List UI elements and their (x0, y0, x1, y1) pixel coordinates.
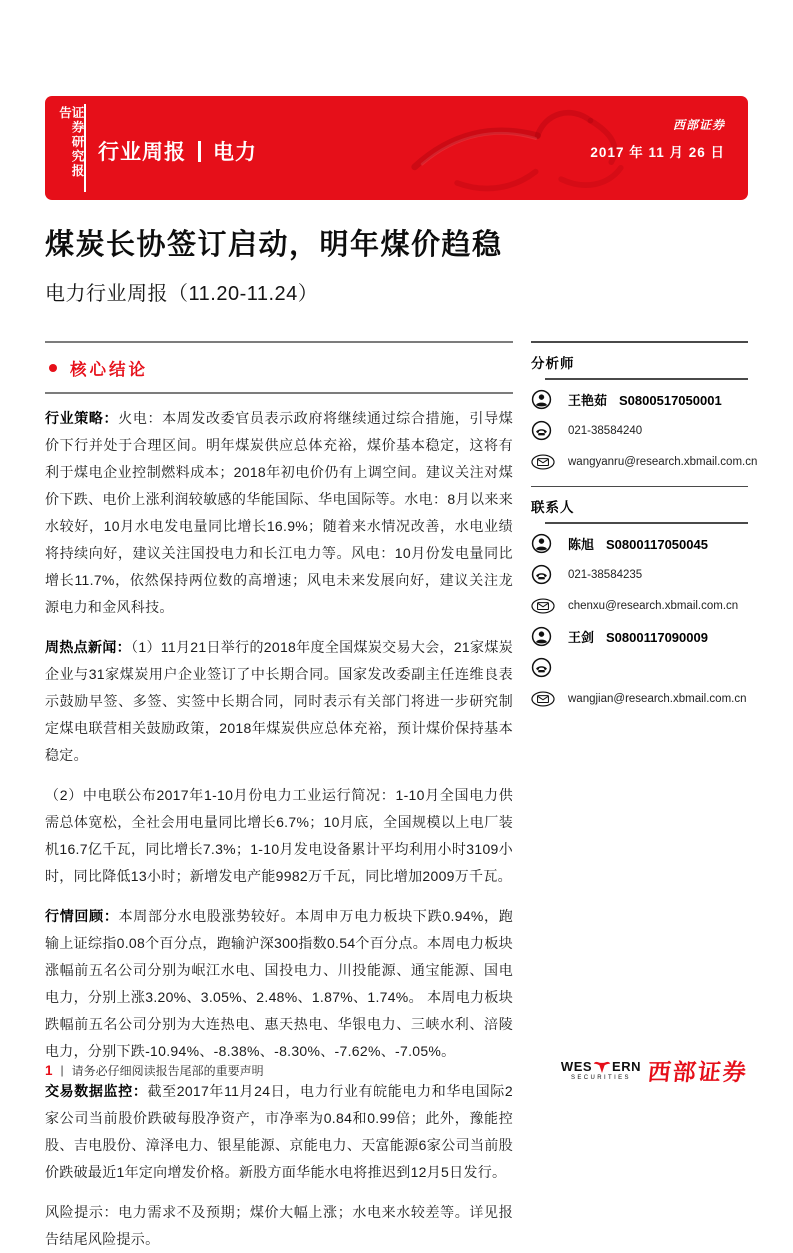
bull-logo-icon (593, 1060, 611, 1074)
footer-disclaimer-line (45, 1062, 264, 1079)
footer-disclaimer: 请务必仔细阅读报告尾部的重要声明 (71, 1063, 264, 1078)
analyst-email: wangyanru@research.xbmail.com.cn (568, 455, 758, 468)
analyst-name-row (531, 389, 748, 411)
paragraph-text: （1）11月21日举行的2018年度全国煤炭交易大会，21家煤炭企业与31家煤炭用户企业签订了中长期合同。国家发改委副主任连维良表示鼓励早签、多签、实签中长期合同，同时表示有关部门将进一步研究制定煤电联营相关鼓励政策，2018年煤炭供应总体充裕，预计煤价保持基本稳定。 (45, 639, 513, 763)
email-icon (531, 691, 555, 707)
banner-title (98, 136, 257, 166)
paragraph-text: （2）中电联公布2017年1-10月份电力工业运行简况：1-10月全国电力供需总体宽松，全社会用电量同比增长6.7%；10月底，全国规模以上电厂装机16.7亿千瓦，同比增长7.3%；1-10月发电设备累计平均利用小时3109小时，同比降低13小时；新增发电产能9982万千瓦，同比增加2009万千瓦。 (45, 787, 513, 884)
paragraph-trading-data (45, 1078, 513, 1186)
phone-icon (531, 420, 555, 441)
company-logo-en (561, 1060, 641, 1081)
paragraph-market-review (45, 903, 513, 1065)
analyst-phone-row (531, 420, 748, 442)
paragraph-lead: 周热点新闻： (45, 639, 131, 655)
contact-header-rule (545, 522, 748, 524)
email-icon (531, 454, 555, 470)
contact-section-header: 联系人 (531, 500, 575, 515)
footer-separator: | (60, 1063, 64, 1077)
logo-subtext: SECURITIES (570, 1074, 631, 1081)
page-footer (45, 1048, 748, 1092)
paragraph-lead: 交易数据监控： (45, 1083, 148, 1099)
phone-icon (531, 657, 555, 678)
logo-text-left: WES (560, 1058, 593, 1074)
banner-date: 2017 年 11 月 26 日 (590, 145, 725, 160)
contact-name-row (531, 533, 748, 555)
paragraph-text: 本周部分水电股涨势较好。本周申万电力板块下跌0.94%，跑输上证综指0.08个百分点，跑输沪深300指数0.54个百分点。本周电力板块涨幅前五名公司分别为岷江水电、国投电力、川投能源、通宝能源、国电电力，分别上涨3.20%、3.05%、2.48%、1.87%、1.74%。 本周电力板块跌幅前五名公司分别为大连热电、惠天热电、华银电力、三峡水利、涪陵电力，分别下跌-10.94%、-8.38%、-8.30%、-7.62%、-7.05%。 (45, 908, 513, 1059)
contact-name-cert (568, 534, 708, 553)
page-subtitle: 电力行业周报（11.20-11.24） (45, 283, 319, 305)
bullet-dot-icon (49, 364, 57, 372)
company-logo-cn: 西部证券 (646, 1058, 750, 1085)
main-content (45, 341, 513, 1253)
phone-icon (531, 564, 555, 585)
contact-cert: S0800117050045 (606, 537, 708, 552)
page-number: 1 (45, 1062, 53, 1078)
analyst-email-row (531, 451, 758, 473)
banner-right (590, 116, 725, 161)
page-title: 煤炭长协签订启动，明年煤价趋稳 (45, 229, 503, 261)
contact-phone-row (531, 564, 748, 586)
report-type-vertical-label: 证券研究报告 (57, 106, 84, 179)
contact-email-row (531, 595, 748, 617)
core-header-rule (45, 392, 513, 394)
header-banner (45, 96, 748, 200)
banner-brand: 西部证券 (672, 118, 725, 132)
contact-phone: 021-38584235 (568, 568, 643, 581)
logo-wordmark (561, 1060, 641, 1073)
paragraph-text: 火电：本周发改委官员表示政府将继续通过综合措施，引导煤价下行并处于合理区间。明年煤炭供应总体充裕，煤价基本稳定，这将有利于煤电企业控制燃料成本；2018年初电价仍有上调空间。建议关注对煤价下跌、电价上涨利润较敏感的华能国际、华电国际等。水电：8月以来来水较好，10月水电发电量同比增长16.9%；随着来水情况改善，水电业绩将持续向好，建议关注国投电力和长江电力等。风电：10月份发电量同比增长11.7%，依然保持两位数的高增速；风电未来发展向好，建议关注龙源电力和金风科技。 (45, 410, 514, 615)
company-logo (561, 1054, 748, 1087)
email-icon (531, 598, 555, 614)
analyst-sidebar (531, 341, 758, 1253)
paragraph-lead: 行业策略： (45, 410, 119, 426)
contact-name-cert (568, 627, 708, 646)
analyst-section-header: 分析师 (531, 356, 575, 371)
person-icon (531, 389, 555, 410)
paragraph-text: 风险提示：电力需求不及预期；煤价大幅上涨；水电来水较差等。详见报告结尾风险提示。 (45, 1204, 513, 1247)
paragraph-strategy (45, 405, 513, 621)
analyst-cert: S0800517050001 (619, 393, 722, 408)
person-icon (531, 533, 555, 554)
paragraph-text: 截至2017年11月24日，电力行业有皖能电力和华电国际2家公司当前股价跌破每股净资产，市净率为0.84和0.99倍；此外，豫能控股、吉电股份、漳泽电力、银星能源、京能电力、天富能源6家公司当前股价跌破最近1年定向增发价格。新股方面华能水电将推迟到12月5日发行。 (45, 1083, 513, 1180)
paragraph-news (45, 634, 513, 769)
contact-name-row (531, 626, 748, 648)
paragraph-news-2 (45, 782, 513, 890)
contact-cert: S0800117090009 (606, 630, 708, 645)
analyst-phone: 021-38584240 (568, 424, 643, 437)
core-conclusion-header (45, 343, 513, 392)
analyst-header-rule (545, 378, 748, 380)
contact-email: wangjian@research.xbmail.com.cn (568, 692, 747, 705)
banner-divider-line (84, 104, 86, 192)
core-paragraphs (45, 405, 513, 1253)
contact-email: chenxu@research.xbmail.com.cn (568, 599, 739, 612)
contact-name: 陈旭 (568, 537, 595, 552)
banner-separator (198, 141, 201, 162)
person-icon (531, 626, 555, 647)
content-columns (45, 341, 758, 1253)
analyst-name: 王艳茹 (568, 393, 608, 408)
contact-name: 王剑 (568, 630, 595, 645)
banner-industry: 电力 (213, 141, 257, 164)
banner-category: 行业周报 (98, 141, 186, 164)
core-conclusion-title: 核心结论 (70, 361, 148, 379)
contact-phone-row (531, 657, 748, 679)
logo-text-right: ERN (612, 1058, 641, 1074)
paragraph-risk (45, 1199, 513, 1253)
paragraph-lead: 行情回顾： (45, 908, 119, 924)
contact-email-row (531, 688, 748, 710)
analyst-name-cert (568, 390, 722, 409)
